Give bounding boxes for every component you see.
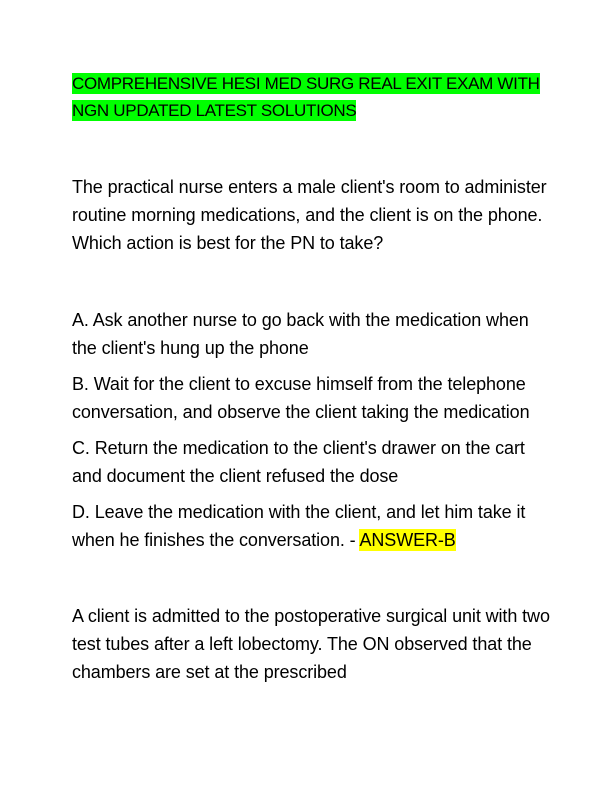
option-c: C. Return the medication to the client's drawer on the cart and document the client refused the dose xyxy=(72,438,525,486)
question-1-stem: The practical nurse enters a male client's room to administer routine morning medications, and the client is on the phone. Which action is best for the PN to take? xyxy=(72,177,547,253)
title-highlight: COMPREHENSIVE HESI MED SURG REAL EXIT EXAM WITH NGN UPDATED LATEST SOLUTIONS xyxy=(72,74,540,120)
answer-highlight: ANSWER-B xyxy=(359,530,456,550)
option-b: B. Wait for the client to excuse himself from the telephone conversation, and observe the client taking the medication xyxy=(72,374,530,422)
option-d xyxy=(72,498,552,554)
document-content xyxy=(72,70,552,686)
option-a: A. Ask another nurse to go back with the medication when the client's hung up the phone xyxy=(72,310,529,358)
question-2-stem: A client is admitted to the postoperative surgical unit with two test tubes after a left lobectomy. The ON observed that the chambers are set at the prescribed xyxy=(72,606,550,682)
document-title xyxy=(72,70,552,124)
option-d-text: D. Leave the medication with the client, and let him take it when he finishes the conversation. - xyxy=(72,502,526,550)
